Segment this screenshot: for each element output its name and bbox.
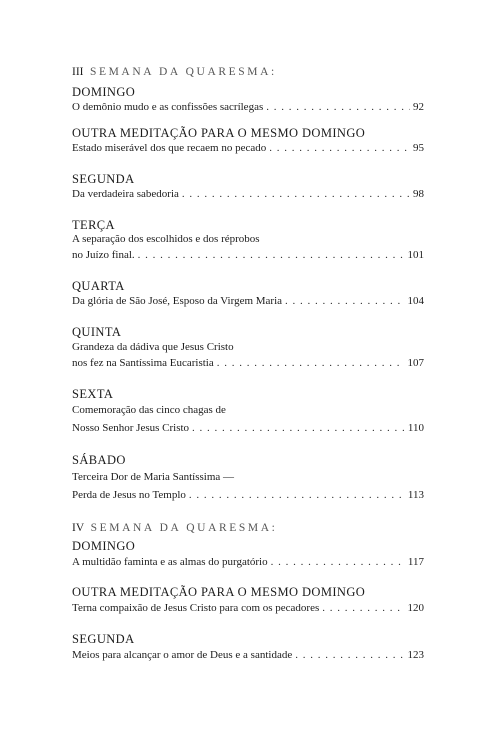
entry-title: Estado miserável dos que recaem no pecado [72,142,267,154]
dot-leader [182,188,410,200]
toc-entry[interactable] [72,101,424,113]
toc-entry[interactable] [72,489,424,501]
day-heading: DOMINGO [72,539,136,553]
dot-leader [271,556,405,568]
entry-title: Terceira Dor de Maria Santíssima — [72,471,235,483]
toc-entry[interactable] [72,188,424,200]
entry-title-continued: nos fez na Santíssima Eucaristia [72,357,214,369]
toc-entry[interactable] [72,249,424,261]
toc-entry[interactable] [72,295,424,307]
page-number: 117 [407,556,424,568]
page-number: 104 [407,295,424,307]
day-heading: SEGUNDA [72,632,135,646]
toc-entry[interactable] [72,422,424,434]
day-heading: QUARTA [72,279,125,293]
entry-title: Grandeza da dádiva que Jesus Cristo [72,341,234,353]
toc-entry[interactable] [72,556,424,568]
day-heading: SÁBADO [72,453,126,467]
toc-entry[interactable] [72,602,424,614]
dot-leader [217,357,405,369]
dot-leader [266,101,410,113]
week-roman-numeral: III [72,66,84,78]
week-roman-numeral: IV [72,522,85,534]
entry-title: O demônio mudo e as confissões sacrílegas [72,101,264,113]
toc-entry-line [72,233,424,245]
dot-leader [138,249,405,261]
entry-title-continued: Nosso Senhor Jesus Cristo [72,422,190,434]
dot-leader [285,295,404,307]
toc-entry-line [72,471,424,483]
day-heading: QUINTA [72,325,122,339]
week-heading [72,66,277,78]
page-number: 92 [413,101,424,113]
toc-entry[interactable] [72,142,424,154]
entry-title-continued: no Juízo final. [72,249,135,261]
toc-entry-line [72,404,424,416]
entry-title: Meios para alcançar o amor de Deus e a santidade [72,649,293,661]
page-number: 123 [407,649,424,661]
page-number: 95 [413,142,424,154]
week-title: SEMANA DA QUARESMA: [90,522,278,534]
week-title: SEMANA DA QUARESMA: [89,66,277,78]
day-heading: OUTRA MEDITAÇÃO PARA O MESMO DOMINGO [72,126,366,140]
entry-title: Comemoração das cinco chagas de [72,404,226,416]
week-heading [72,522,277,534]
dot-leader [192,422,405,434]
page-number: 107 [407,357,424,369]
entry-title: Da verdadeira sabedoria [72,188,179,200]
dot-leader [189,489,405,501]
entry-title-continued: Perda de Jesus no Templo [72,489,186,501]
toc-entry[interactable] [72,357,424,369]
day-heading: OUTRA MEDITAÇÃO PARA O MESMO DOMINGO [72,585,366,599]
page-number: 113 [407,489,424,501]
entry-title: A multidão faminta e as almas do purgatório [72,556,268,568]
toc-entry[interactable] [72,649,424,661]
dot-leader [322,602,404,614]
toc-entry-line [72,341,424,353]
page-number: 120 [407,602,424,614]
entry-title: A separação dos escolhidos e dos réprobos [72,233,260,245]
day-heading: SEGUNDA [72,172,135,186]
day-heading: TERÇA [72,218,115,232]
dot-leader [295,649,404,661]
day-heading: SEXTA [72,387,114,401]
page-number: 101 [407,249,424,261]
day-heading: DOMINGO [72,85,136,99]
page-number: 110 [407,422,424,434]
dot-leader [269,142,410,154]
page-number: 98 [413,188,424,200]
entry-title: Terna compaixão de Jesus Cristo para com os pecadores [72,602,320,614]
entry-title: Da glória de São José, Esposo da Virgem Maria [72,295,283,307]
